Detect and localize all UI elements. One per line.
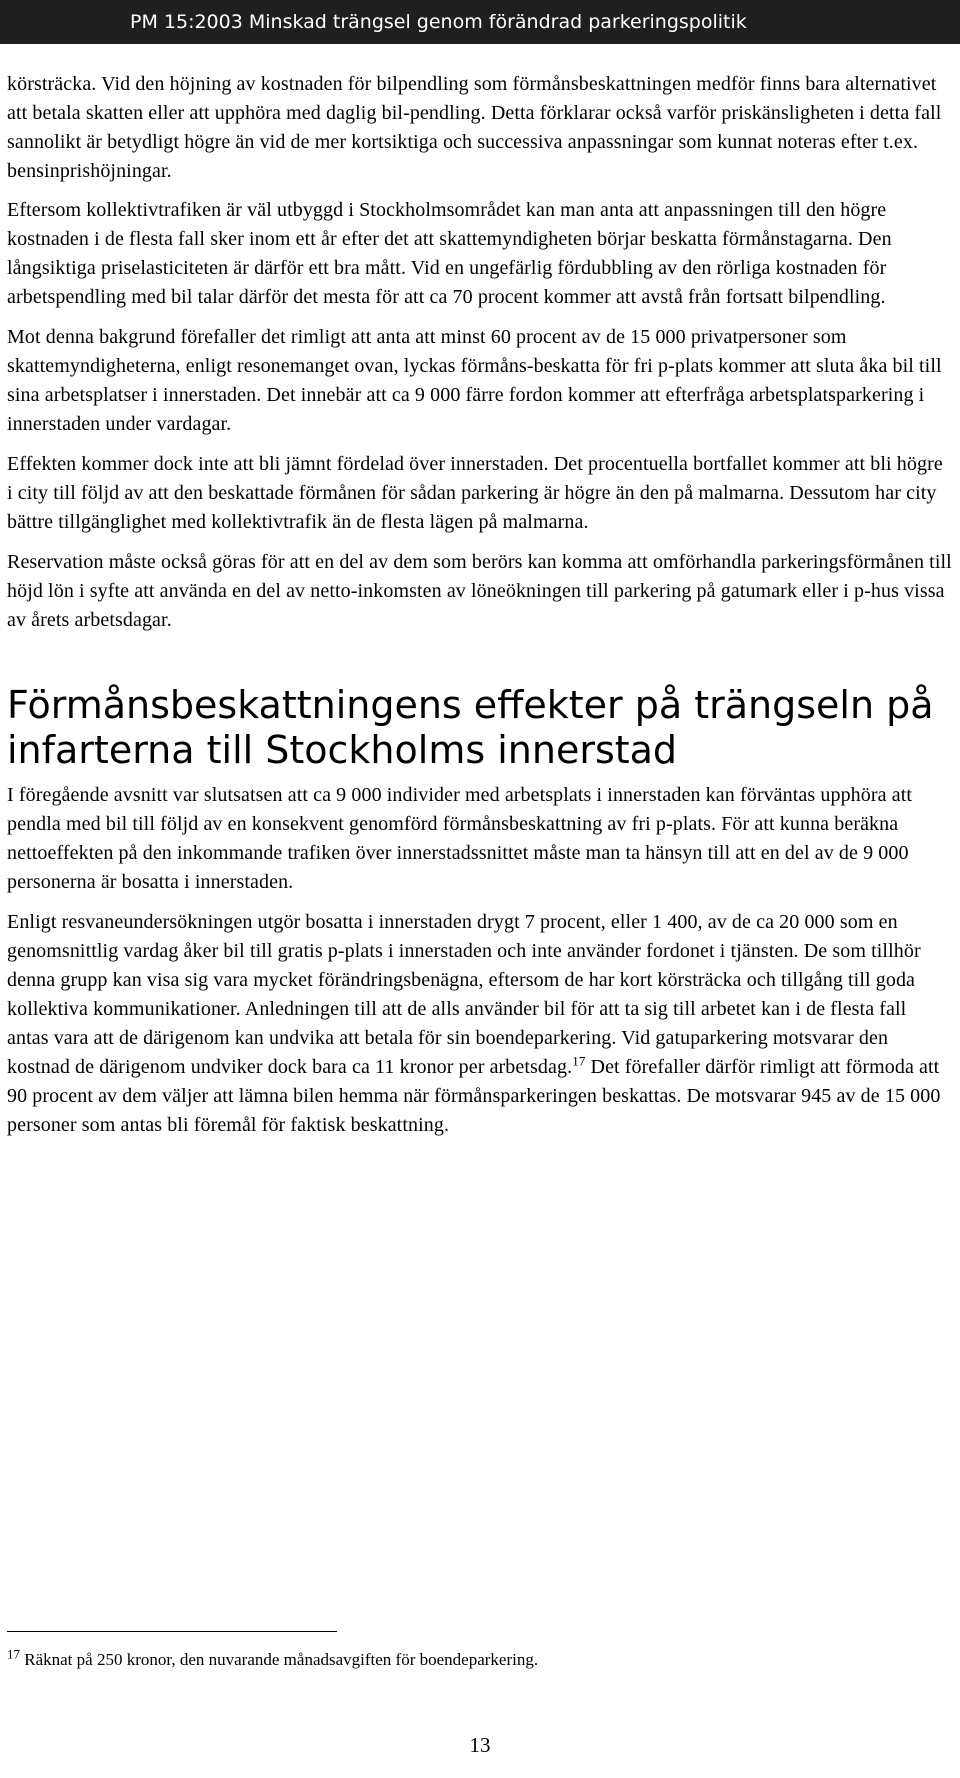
footnote-divider	[7, 1631, 337, 1632]
paragraph: I föregående avsnitt var slutsatsen att ca 9 000 individer med arbetsplats i innerstaden kan förväntas upphöra att pendla med bil till följd av en konsekvent genomförd förmånsbeskattning av fri p-plats. För att kunna beräkna nettoeffekten på den inkommande trafiken över innerstadssnittet måste man ta hänsyn till att en del av de 9 000 personerna är bosatta i innerstaden.	[7, 784, 913, 893]
page-number	[0, 1730, 960, 1760]
paragraph-text: Det förefaller därför rimligt att förmoda att 90 procent av dem väljer att lämna bilen hemma när förmånsparkeringen beskattas. De motsvarar 945 av de 15 000 personer som antas bli föremål för faktisk beskattning.	[7, 1056, 941, 1136]
section-heading: Förmånsbeskattningens effekter på trängseln på infarterna till Stockholms innerstad	[7, 683, 934, 772]
footnote	[7, 1648, 947, 1672]
paragraph: körsträcka. Vid den höjning av kostnaden för bilpendling som förmånsbeskattningen medför finns bara alternativet att betala skatten eller att upphöra med daglig bil-pendling. Detta förklarar också varför priskänsligheten i detta fall sannolikt är betydligt högre än vid de mer kortsiktiga och successiva anpassningar som kunnat noteras efter t.ex. bensinprishöjningar.	[7, 73, 942, 182]
footnote-reference[interactable]: 17	[572, 1053, 586, 1069]
page-header	[0, 0, 960, 44]
paragraph: Eftersom kollektivtrafiken är väl utbyggd i Stockholmsområdet kan man anta att anpassningen till den högre kostnaden i de flesta fall sker inom ett år efter det att skattemyndigheten börjar beskatta förmånstagarna. Den långsiktiga priselasticiteten är därför ett bra mått. Vid en ungefärlig fördubbling av den rörliga kostnaden för arbetspendling med bil talar därför det mesta för att ca 70 procent kommer att avstå från fortsatt bilpendling.	[7, 199, 892, 308]
paragraph: Mot denna bakgrund förefaller det rimligt att anta att minst 60 procent av de 15 000 privatpersoner som skattemyndigheterna, enligt resonemanget ovan, lyckas förmåns-beskatta för fri p-plats kommer att sluta åka bil till sina arbetsplatser i innerstaden. Det innebär att ca 9 000 färre fordon kommer att efterfråga arbetsplatsparkering i innerstaden under vardagar.	[7, 326, 942, 435]
footnote-number: 17	[7, 1646, 20, 1662]
paragraph: Effekten kommer dock inte att bli jämnt fördelad över innerstaden. Det procentuella bortfallet kommer att bli högre i city till följd av att den beskattade förmånen för sådan parkering är högre än den på malmarna. Dessutom har city bättre tillgänglighet med kollektivtrafik än de flesta lägen på malmarna.	[7, 453, 943, 533]
document-title: PM 15:2003 Minskad trängsel genom förändrad parkeringspolitik	[130, 11, 747, 33]
paragraph	[7, 908, 952, 1140]
paragraph: Reservation måste också göras för att en del av dem som berörs kan komma att omförhandla parkeringsförmånen till höjd lön i syfte att använda en del av netto-inkomsten av löneökningen till parkering på gatumark eller i p-hus vissa av årets arbetsdagar.	[7, 551, 952, 631]
paragraph-text: Enligt resvaneundersökningen utgör bosatta i innerstaden drygt 7 procent, eller 1 400, av de ca 20 000 som en genomsnittlig vardag åker bil till gratis p-plats i innerstaden och inte använder fordonet i tjänsten. De som tillhör denna grupp kan visa sig vara mycket förändringsbenägna, eftersom de har kort körsträcka och tillgång till goda kollektiva kommunikationer. Anledningen till att de alls använder bil för att ta sig till arbetet kan i de flesta fall antas vara att de därigenom kan undvika att betala för sin boendeparkering. Vid gatuparkering motsvarar den kostnad de därigenom undviker dock bara ca 11 kronor per arbetsdag.	[7, 911, 921, 1078]
footnote-text: Räknat på 250 kronor, den nuvarande månadsavgiften för boendeparkering.	[20, 1650, 539, 1669]
document-body	[7, 70, 952, 1151]
page-number-value: 13	[469, 1733, 491, 1757]
